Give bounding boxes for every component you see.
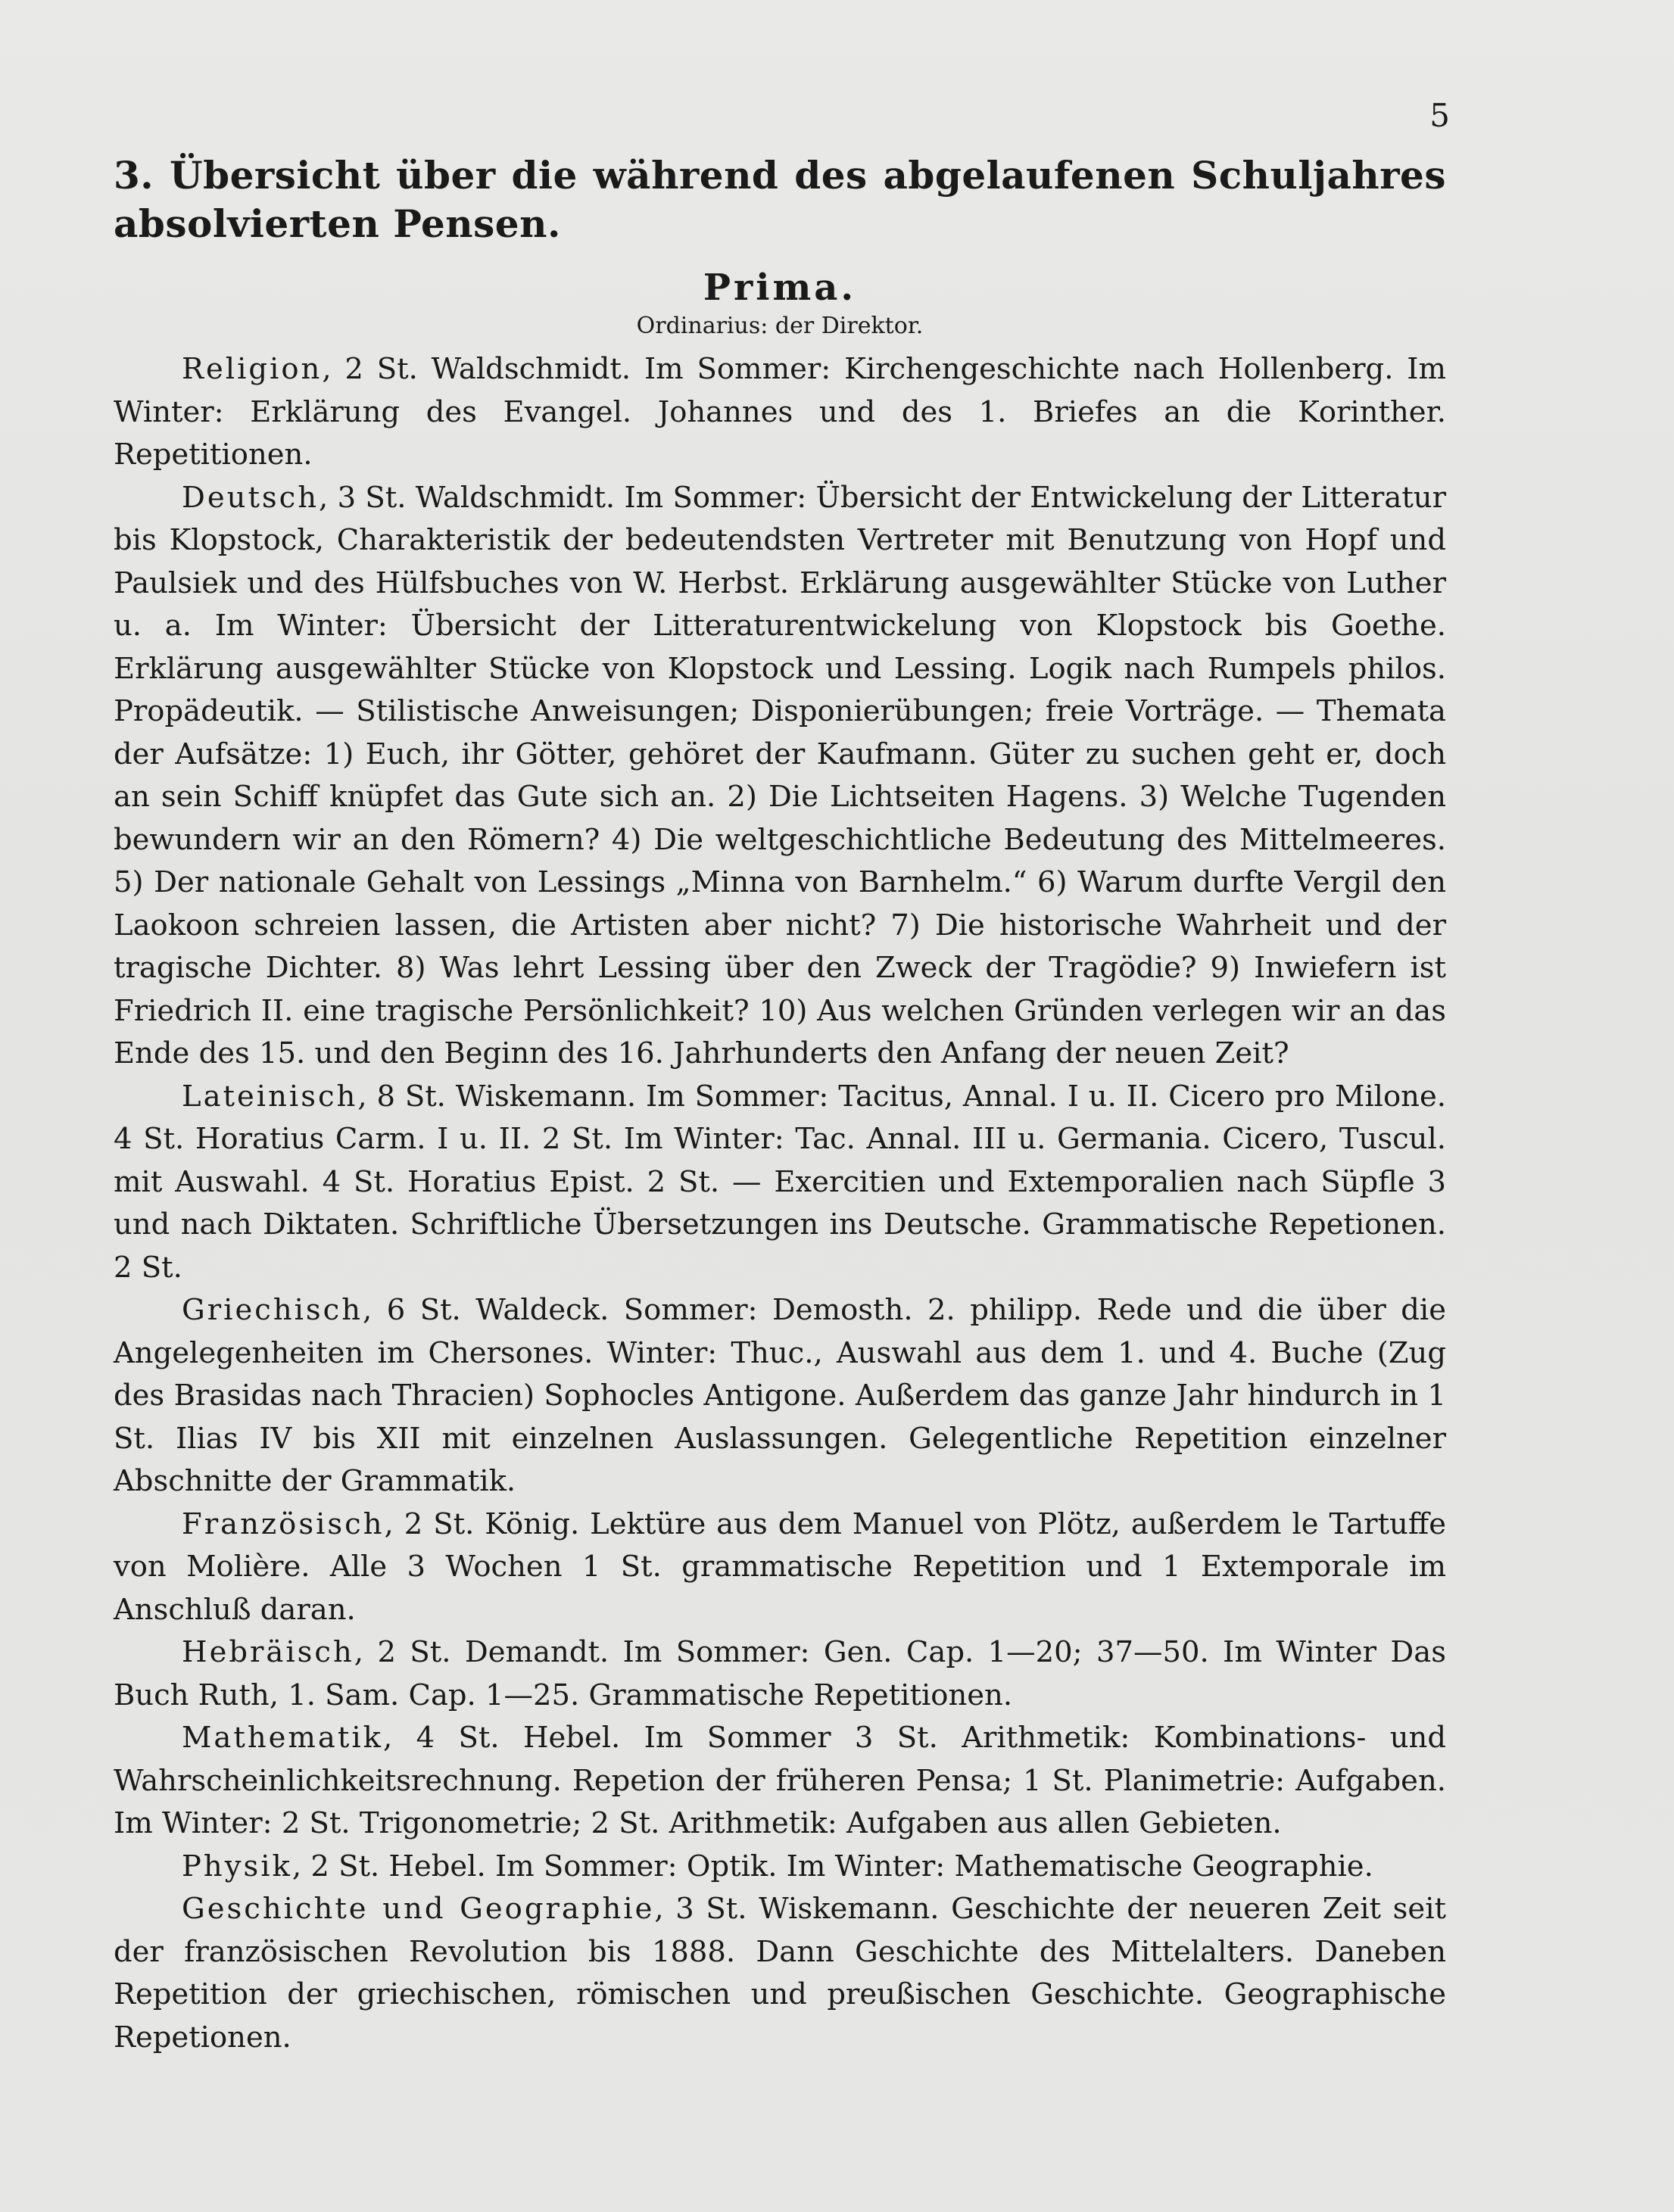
paragraph-hebraeisch (114, 1631, 1446, 1717)
paragraph-geschichte (114, 1888, 1446, 2059)
paragraph-religion (114, 348, 1446, 477)
paragraph-text: , 6 St. Waldeck. Sommer: Demosth. 2. philipp. Rede und die über die Angelegenheiten im Chersones. Winter: Thuc., Auswahl aus dem 1. und 4. Buche (Zug des Brasidas nach Thracien) Sophocles Antigone. Außerdem das ganze Jahr hindurch in 1 St. Ilias IV bis XII mit einzelnen Auslassungen. Gelegentliche Repetition einzelner Abschnitte der Grammatik. (114, 1293, 1446, 1498)
subject-label: Lateinisch (182, 1079, 358, 1114)
subject-label: Griechisch (182, 1293, 363, 1327)
section-title: 3. Übersicht über die während des abgelaufenen Schuljahres absolvierten Pensen. (114, 153, 1446, 246)
paragraph-text: , 4 St. Hebel. Im Sommer 3 St. Arithmetik: Kombinations- und Wahrscheinlichkeitsrechnung. Repetion der früheren Pensa; 1 St. Planimetrie: Aufgaben. Im Winter: 2 St. Trigonometrie; 2 St. Arithmetik: Aufgaben aus allen Gebieten. (114, 1721, 1446, 1840)
class-title: Prima. (703, 266, 857, 309)
paragraph-text: , 2 St. Waldschmidt. Im Sommer: Kirchengeschichte nach Hollenberg. Im Winter: Erklärung des Evangel. Johannes und des 1. Briefes an die Korinther. Repetitionen. (114, 352, 1446, 472)
subject-label: Hebräisch (182, 1635, 354, 1669)
subject-label: Mathematik (182, 1721, 384, 1755)
paragraph-griechisch (114, 1289, 1446, 1503)
paragraph-text: , 2 St. Demandt. Im Sommer: Gen. Cap. 1—20; 37—50. Im Winter Das Buch Ruth, 1. Sam. Cap. 1—25. Grammatische Repetitionen. (114, 1635, 1446, 1712)
paragraph-text: , 3 St. Wiskemann. Geschichte der neueren Zeit seit der französischen Revolution bis 1888. Dann Geschichte des Mittelalters. Daneben Repetition der griechischen, römischen und preußischen Geschichte. Geographische Repetionen. (114, 1892, 1446, 2055)
paragraph-text: , 8 St. Wiskemann. Im Sommer: Tacitus, Annal. I u. II. Cicero pro Milone. 4 St. Horatius Carm. I u. II. 2 St. Im Winter: Tac. Annal. III u. Germania. Cicero, Tuscul. mit Auswahl. 4 St. Horatius Epist. 2 St. — Exercitien und Extemporalien nach Süpfle 3 und nach Diktaten. Schriftliche Übersetzungen ins Deutsche. Grammatische Repetionen. 2 St. (114, 1079, 1446, 1285)
paragraph-text: , 2 St. König. Lektüre aus dem Manuel von Plötz, außerdem le Tartuffe von Molière. Alle 3 Wochen 1 St. grammatische Repetition und 1 Extemporale im Anschluß daran. (114, 1506, 1446, 1627)
ordinarius-line: Ordinarius: der Direktor. (636, 313, 924, 339)
paragraph-physik (114, 1846, 1446, 1889)
page-number: 5 (1429, 97, 1450, 134)
subject-label: Deutsch (182, 480, 320, 515)
paragraph-lateinisch (114, 1076, 1446, 1290)
paragraph-text: , 3 St. Waldschmidt. Im Sommer: Übersicht der Entwickelung der Litteratur bis Klopstock, Charakteristik der bedeutendsten Vertreter mit Benutzung von Hopf und Paulsiek und des Hülfsbuches von W. Herbst. Erklärung ausgewählter Stücke von Luther u. a. Im Winter: Übersicht der Litteraturentwickelung von Klopstock bis Goethe. Erklärung ausgewählter Stücke von Klopstock und Lessing. Logik nach Rumpels philos. Propädeutik. — Stilistische Anweisungen; Disponierübungen; freie Vorträge. — Themata der Aufsätze: 1) Euch, ihr Götter, gehöret der Kaufmann. Güter zu suchen geht er, doch an sein Schiff knüpfet das Gute sich an. 2) Die Lichtseiten Hagens. 3) Welche Tugenden bewundern wir an den Römern? 4) Die weltgeschichtliche Bedeutung des Mittelmeeres. 5) Der nationale Gehalt von Lessings „Minna von Barnhelm.“ 6) Warum durfte Vergil den Laokoon schreien lassen, die Artisten aber nicht? 7) Die historische Wahrheit und der tragische Dichter. 8) Was lehrt Lessing über den Zweck der Tragödie? 9) Inwiefern ist Friedrich II. eine tragische Persönlichkeit? 10) Aus welchen Gründen verlegen wir an das Ende des 15. und den Beginn des 16. Jahrhunderts den Anfang der neuen Zeit? (114, 480, 1446, 1070)
paragraph-deutsch (114, 477, 1446, 1076)
paragraph-text: , 2 St. Hebel. Im Sommer: Optik. Im Winter: Mathematische Geographie. (291, 1849, 1373, 1883)
subject-label: Physik (182, 1849, 292, 1883)
paragraph-mathematik (114, 1717, 1446, 1846)
paragraph-franzoesisch (114, 1503, 1446, 1632)
subject-label: Geschichte und Geographie (182, 1892, 655, 1926)
subject-label: Religion (182, 352, 323, 386)
subject-label: Französisch (182, 1506, 385, 1541)
page-content (114, 151, 1446, 2059)
